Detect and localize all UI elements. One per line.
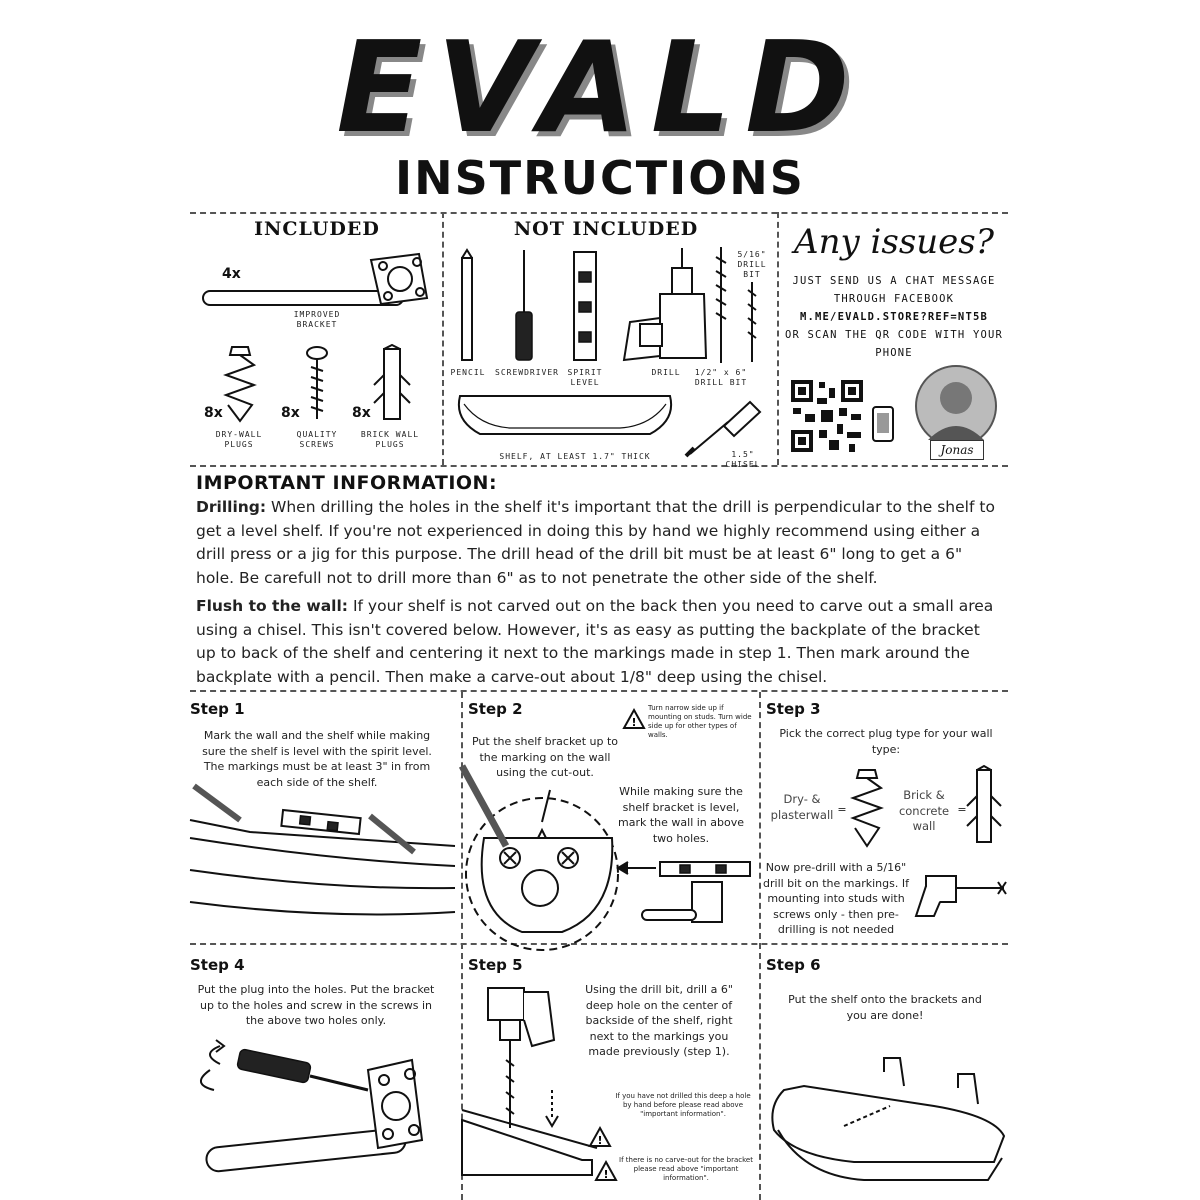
divider [190,690,1008,692]
support-line3: OR SCAN THE QR CODE WITH YOUR [784,329,1004,341]
quality-screw-label: QUALITY SCREWS [296,430,338,449]
drill-bit-516-icon [746,282,758,362]
support-line4: PHONE [875,347,913,359]
divider [777,212,779,465]
step-5-warning-1: If you have not drilled this deep a hole by hand before please read above "important information". [615,1092,751,1118]
spirit-level-label: SPIRIT LEVEL [567,368,603,387]
chisel-label: 1.5" CHISEL [725,450,761,469]
step-1-label: Step 1 [190,700,245,718]
svg-text:!: ! [597,1134,603,1147]
support-line2: THROUGH FACEBOOK [833,293,955,305]
drilling-text: When drilling the holes in the shelf it's important that the drill is perpendicular to the shelf to get a level shelf. If you're not experienced in doing this by hand we highly recommend using either a drill press or a jig for this purpose. The drill head of the drill bit must be at least 6" long to get a 6" hole. Be carefull not to drill more than 6" as to not penetrate the other side of the shelf. [196,498,995,587]
divider [759,692,761,1200]
dry-wall-plug-icon [850,768,884,850]
step-3-text2: Now pre-drill with a 5/16" drill bit on the markings. If mounting into studs with screws only - then pre-drilling is not needed [763,861,909,936]
flush-text: If your shelf is not carved out on the back then you need to carve out a small area using a chisel. This isn't covered below. However, it's as easy as putting the backplate of the bracket up to back of the shelf and centering it next to the markings made in step 1. Then mark around the backplate with a pencil. Then make a carve-out about 1/8" deep using the chisel. [196,597,994,686]
divider [190,212,1008,214]
warning-icon [622,708,646,730]
shelf-label: SHELF, AT LEAST 1.7" THICK [499,452,651,461]
drill-icon [912,868,1008,924]
drill-bit-half-icon [713,245,729,365]
divider [190,943,1008,945]
step-3-label: Step 3 [766,700,821,718]
svg-text:!: ! [631,716,637,729]
dry-wall-plug-qty: 8x [204,405,223,421]
qr-code[interactable] [789,378,865,454]
step-5-warning-2: If there is no carve-out for the bracket please read above "important information". [619,1156,753,1182]
support-link[interactable]: M.ME/EVALD.STORE?REF=NT5B [799,311,989,323]
step-3-drywall: Dry- & plasterwall [770,792,834,822]
drill-label: DRILL [651,368,681,377]
step-2-label: Step 2 [468,700,523,718]
step-1-text: Mark the wall and the shelf while making sure the shelf is level with the spirit level. The markings must be at least 3" in from each side of the shelf. [202,729,432,789]
brick-wall-plug-label: BRICK WALL PLUGS [360,430,420,449]
bracket-qty: 4x [222,266,241,282]
quality-screw-qty: 8x [281,405,300,421]
not-included-title: NOT INCLUDED [513,218,699,240]
info-heading: IMPORTANT INFORMATION: [196,472,498,494]
dry-wall-plug-icon [222,345,258,425]
step-4-illustration [190,1030,458,1195]
support-heading: Any issues? [794,222,994,262]
step-4-label: Step 4 [190,956,245,974]
quality-screw-icon [305,345,329,425]
spirit-level-icon [572,250,598,362]
pencil-label: PENCIL [450,368,486,377]
brand-logo: EVALD [336,14,864,161]
signature: Jonas [930,440,984,460]
step-3-brick: Brick & concrete wall [898,788,950,833]
flush-label: Flush to the wall: [196,597,349,615]
step-4-text: Put the plug into the holes. Put the bracket up to the holes and screw in the screws in the above two holes only. [197,983,435,1027]
info-drilling [196,496,1004,590]
step-2-text: Put the shelf bracket up to the marking on the wall using the cut-out. [471,735,618,779]
drill-bit-half-label: 1/2" x 6" DRILL BIT [694,368,748,387]
shelf-icon [450,390,680,440]
drilling-label: Drilling: [196,498,267,516]
step-6-text: Put the shelf onto the brackets and you are done! [788,993,982,1022]
divider [442,212,444,465]
step-3-text: Pick the correct plug type for your wall type: [779,727,993,756]
warning-icon [594,1160,618,1182]
support-line1: JUST SEND US A CHAT MESSAGE [792,275,996,287]
step-5-text: Using the drill bit, drill a 6" deep hole on the center of backside of the shelf, right next to the markings you made previously (step 1). [585,983,733,1058]
info-flush [196,595,1004,689]
step-2-text2: While making sure the shelf bracket is level, mark the wall in above two holes. [618,785,744,845]
pencil-icon [459,250,475,362]
page-title: INSTRUCTIONS [395,151,805,205]
divider [190,465,1008,467]
screwdriver-icon [512,250,536,362]
brick-wall-plug-icon [372,345,412,425]
step-6-illustration [764,1046,1004,1196]
step-1-illustration [190,780,458,930]
dry-wall-plug-label: DRY-WALL PLUGS [215,430,263,449]
chisel-icon [684,398,764,458]
avatar [914,364,998,448]
included-title: INCLUDED [254,218,380,240]
drill-bit-516-label: 5/16" DRILL BIT [737,250,767,279]
step-2-warning: Turn narrow side up if mounting on studs. Turn wide side up for other types of walls. [648,704,752,739]
step-2-illustration [462,762,758,940]
drill-icon [620,248,720,366]
step-3-equals-1: = [837,803,847,816]
bracket-label: IMPROVED BRACKET [293,310,341,329]
bracket-icon [195,250,440,315]
step-3-equals-2: = [957,803,967,816]
screwdriver-label: SCREWDRIVER [495,368,559,377]
brick-wall-plug-icon [966,766,1002,848]
step-6-label: Step 6 [766,956,821,974]
brick-wall-plug-qty: 8x [352,405,371,421]
step-5-label: Step 5 [468,956,523,974]
warning-icon [588,1126,612,1148]
svg-text:!: ! [603,1168,609,1181]
phone-icon [872,406,894,442]
